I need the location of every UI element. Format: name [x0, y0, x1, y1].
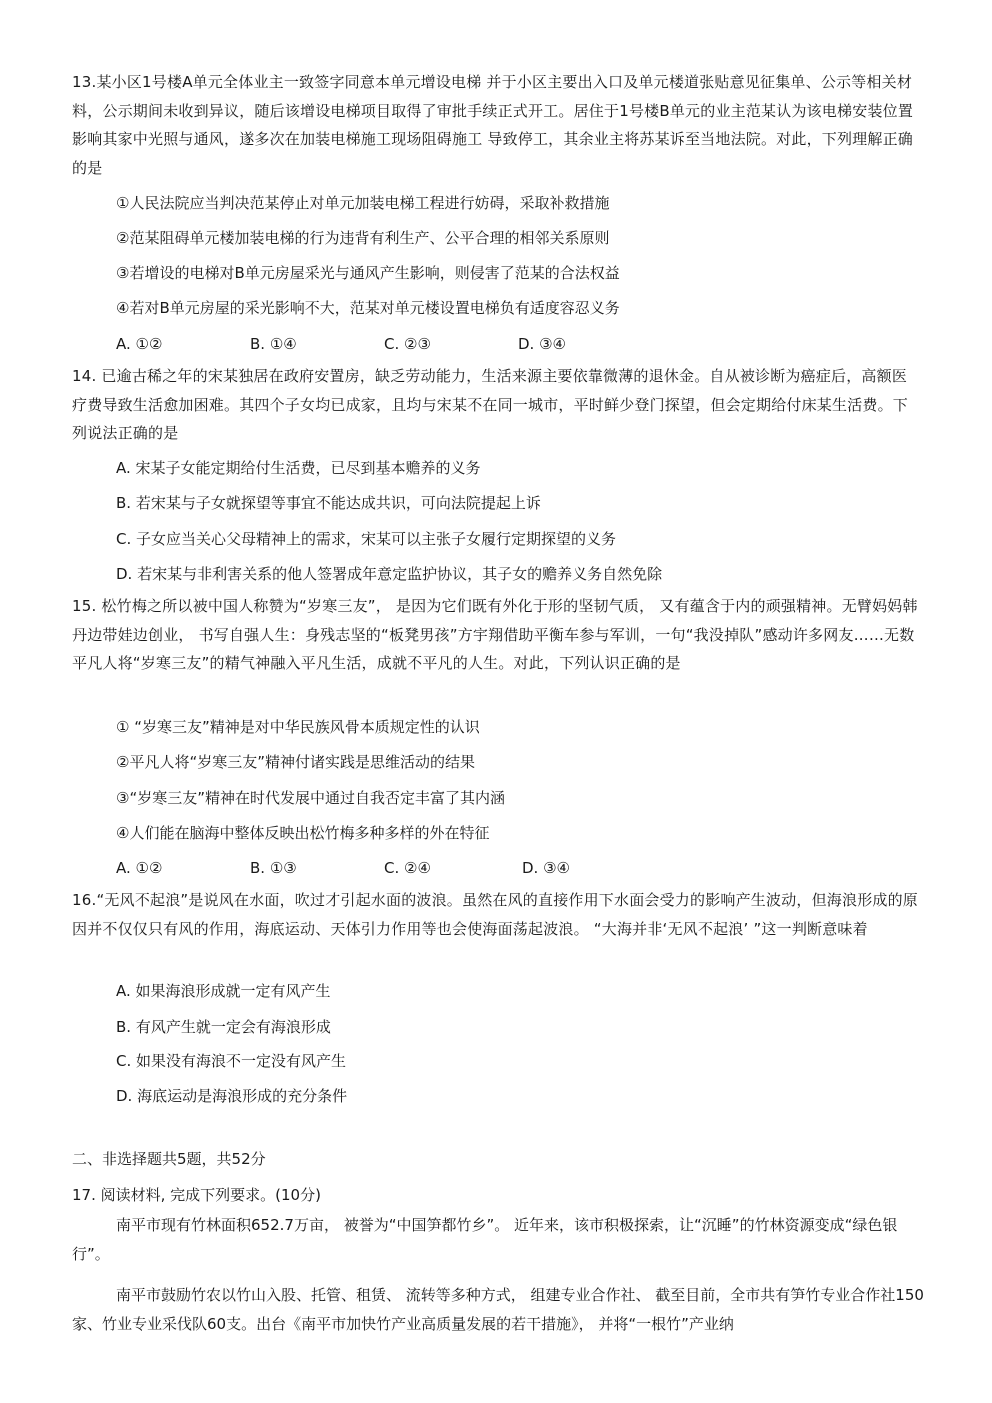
question-13-item-3: ③若增设的电梯对B单元房屋采光与通风产生影响，则侵害了范某的合法权益: [116, 264, 620, 282]
question-14-option-c: C. 子女应当关心父母精神上的需求，宋某可以主张子女履行定期探望的义务: [116, 530, 617, 548]
question-13-item-1: ①人民法院应当判决范某停止对单元加装电梯工程进行妨碍，采取补救措施: [116, 194, 610, 212]
question-16-option-c: C. 如果没有海浪不一定没有风产生: [116, 1052, 347, 1070]
question-15-item-2: ②平凡人将“岁寒三友”精神付诸实践是思维活动的结果: [116, 753, 475, 771]
question-14-option-d: D. 若宋某与非利害关系的他人签署成年意定监护协议，其子女的赡养义务自然免除: [116, 565, 663, 583]
question-16-stem: 16.“无风不起浪”是说风在水面，吹过才引起水面的波浪。虽然在风的直接作用下水面会受力的影响产生波动，但海浪形成的原因并不仅仅只有风的作用，海底运动、天体引力作用等也会使海面荡起波浪。 “大海并非‘无风不起浪’ ”这一判断意味着: [72, 891, 919, 938]
question-13-choice-a: A. ①②: [116, 335, 163, 353]
question-17-paragraph-1: 南平市现有竹林面积652.7万亩， 被誉为“中国笋都竹乡”。 近年来，该市积极探索，让“沉睡”的竹林资源变成“绿色银行”。: [72, 1216, 898, 1263]
question-15-item-1: ① “岁寒三友”精神是对中华民族风骨本质规定性的认识: [116, 718, 480, 736]
question-16-option-a: A. 如果海浪形成就一定有风产生: [116, 982, 331, 1000]
question-15-item-4: ④人们能在脑海中整体反映出松竹梅多种多样的外在特征: [116, 824, 490, 842]
question-15-choices: [116, 856, 570, 880]
question-16-option-b: B. 有风产生就一定会有海浪形成: [116, 1018, 331, 1036]
question-15-choice-d: D. ③④: [522, 859, 570, 877]
question-15-item-3: ③“岁寒三友”精神在时代发展中通过自我否定丰富了其内涵: [116, 789, 505, 807]
question-13-choices: [116, 332, 566, 356]
question-14-option-b: B. 若宋某与子女就探望等事宜不能达成共识，可向法院提起上诉: [116, 494, 541, 512]
question-16-option-d: D. 海底运动是海浪形成的充分条件: [116, 1087, 348, 1105]
question-15-choice-a: A. ①②: [116, 859, 163, 877]
question-14-stem: 14. 已逾古稀之年的宋某独居在政府安置房，缺乏劳动能力，生活来源主要依靠微薄的退休金。自从被诊断为癌症后，高额医疗费导致生活愈加困难。其四个子女均已成家，且均与宋某不在同一城市，平时鲜少登门探望，但会定期给付床某生活费。下列说法正确的是: [72, 367, 909, 442]
question-15-stem: 15. 松竹梅之所以被中国人称赞为“岁寒三友”， 是因为它们既有外化于形的坚韧气质， 又有蕴含于内的顽强精神。无臂妈妈韩丹边带娃边创业， 书写自强人生：身残志坚的“板凳男孩”方宇翔借助平衡车参与军训，一句“我没掉队”感动许多网友……无数平凡人将“岁寒三友”的精气神融入平凡生活，成就不平凡的人生。对此，下列认识正确的是: [72, 597, 918, 672]
question-17-paragraph-2: 南平市鼓励竹农以竹山入股、托管、租赁、 流转等多种方式， 组建专业合作社、 截至目前，全市共有笋竹专业合作社150家、竹业专业采伐队60支。出台《南平市加快竹产业高质量发展的若干措施》， 并将“一根竹”产业纳: [72, 1286, 924, 1333]
question-13-choice-b: B. ①④: [250, 335, 297, 353]
question-15-choice-c: C. ②④: [384, 859, 431, 877]
question-13-choice-c: C. ②③: [384, 335, 431, 353]
question-14-option-a: A. 宋某子女能定期给付生活费，已尽到基本赡养的义务: [116, 459, 481, 477]
question-13-stem: 13.某小区1号楼A单元全体业主一致签字同意本单元增设电梯 并于小区主要出入口及单元楼道张贴意见征集单、公示等相关材料，公示期间未收到异议，随后该增设电梯项目取得了审批手续正式开工。居住于1号楼B单元的业主范某认为该电梯安装位置影响其家中光照与通风，遂多次在加装电梯施工现场阻碍施工 导致停工，其余业主将苏某诉至当地法院。对此，下列理解正确的是: [72, 73, 914, 177]
question-13-item-4: ④若对B单元房屋的采光影响不大，范某对单元楼设置电梯负有适度容忍义务: [116, 299, 620, 317]
section-heading: 二、非选择题共5题，共52分: [72, 1150, 266, 1168]
question-17-stem: 17. 阅读材料, 完成下列要求。(10分): [72, 1186, 321, 1204]
question-13-choice-d: D. ③④: [518, 335, 566, 353]
question-15-choice-b: B. ①③: [250, 859, 297, 877]
question-13-item-2: ②范某阻碍单元楼加装电梯的行为违背有利生产、公平合理的相邻关系原则: [116, 229, 610, 247]
